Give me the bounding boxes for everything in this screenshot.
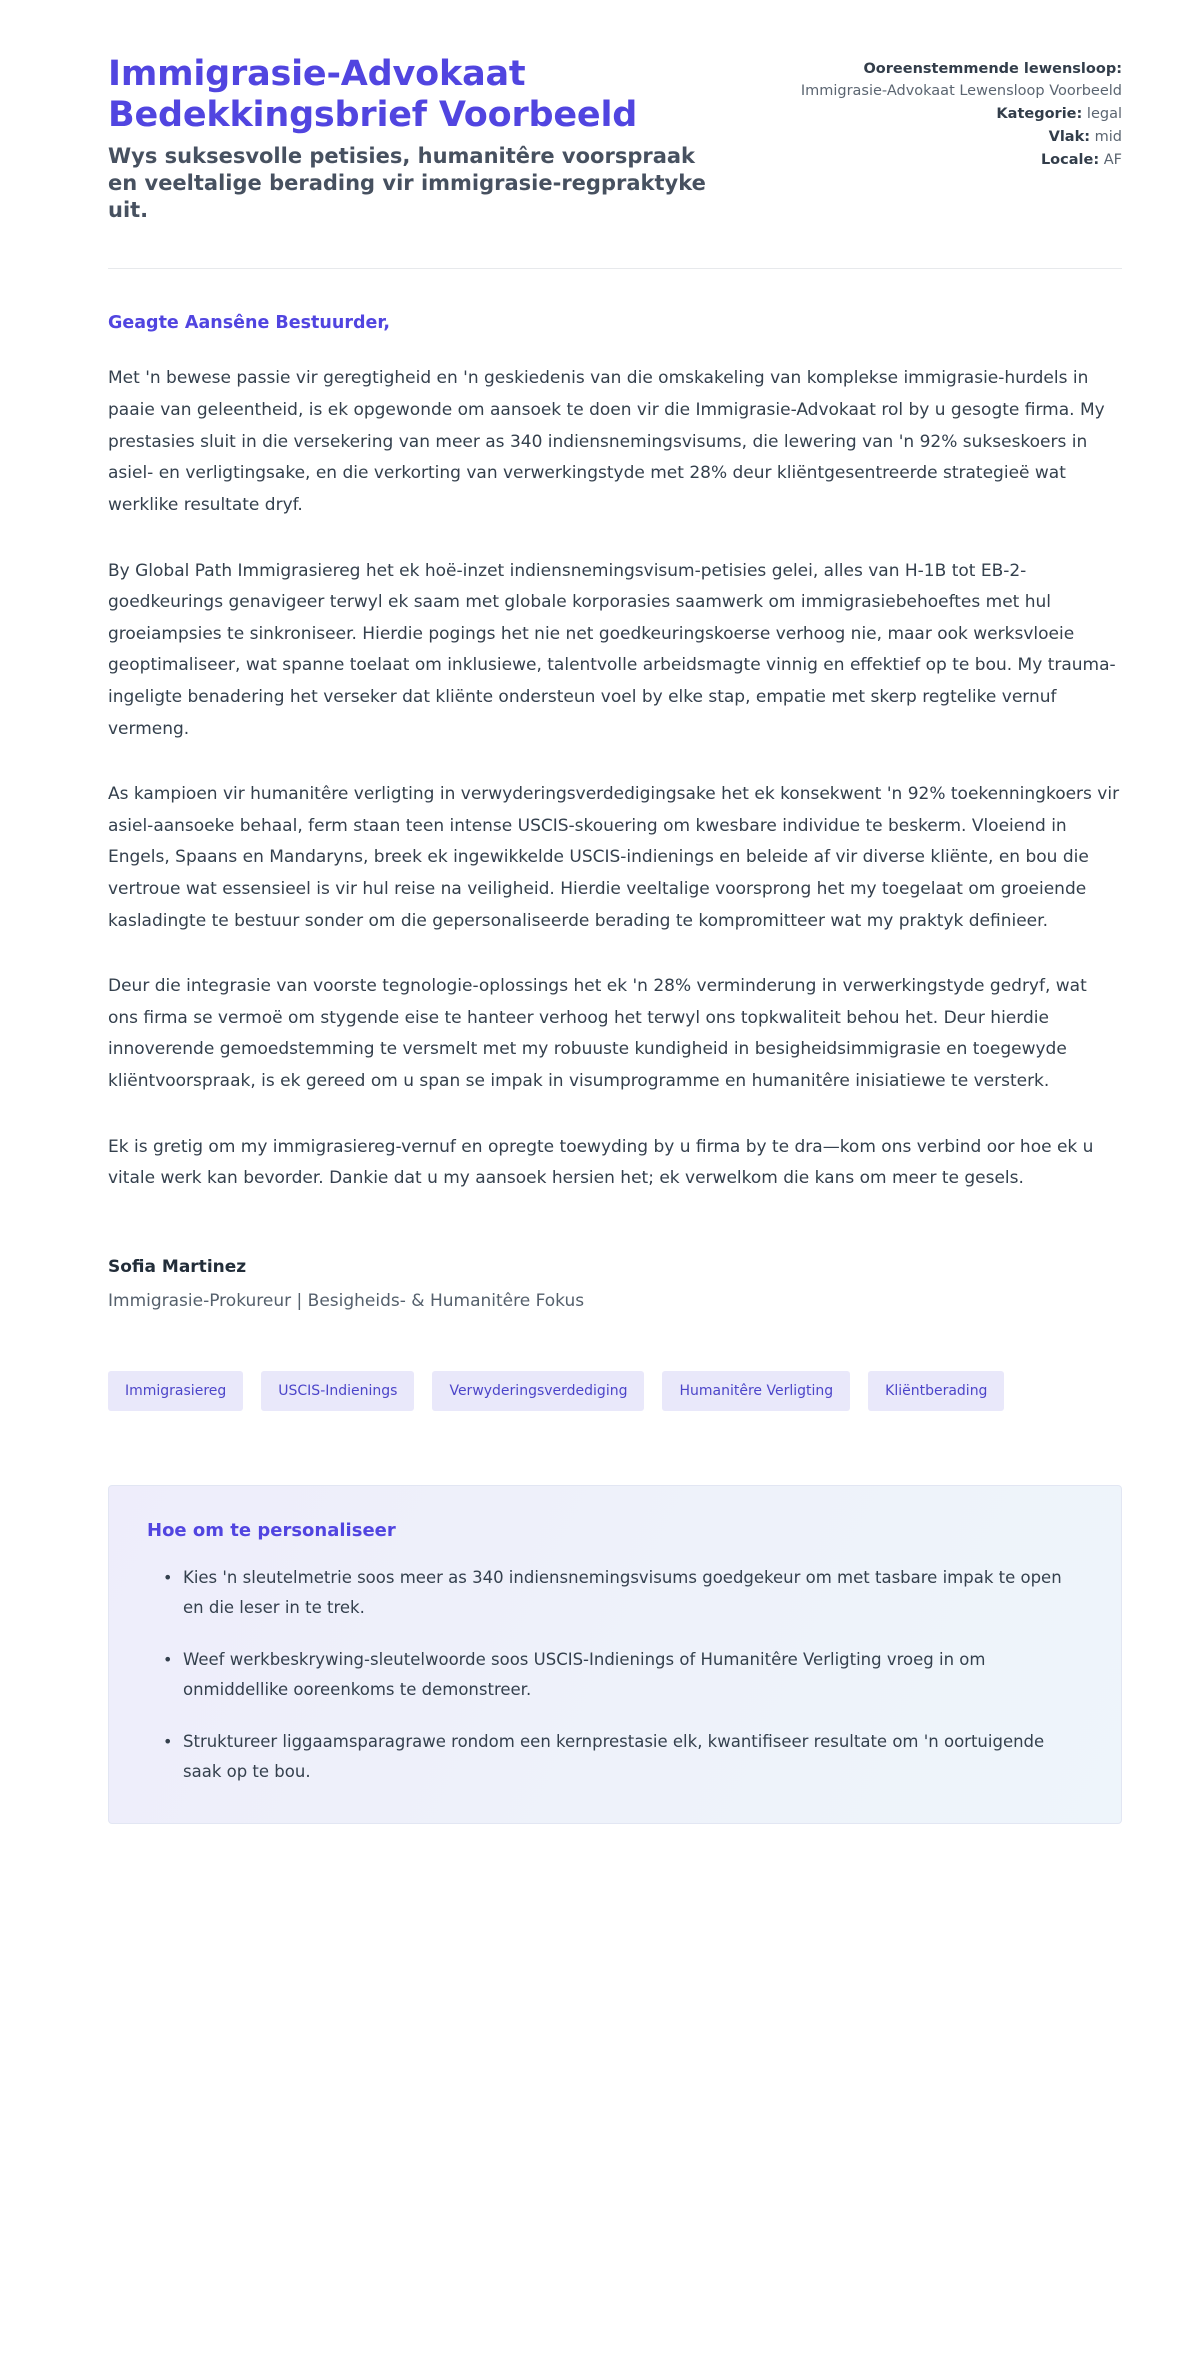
meta-label-locale: Locale: [1040, 152, 1100, 169]
meta-label-matching-resume: Ooreenstemmende lewensloop: [863, 61, 1122, 77]
header-title-block [108, 54, 748, 224]
tag-chip[interactable]: Humanitêre Verligting [662, 1371, 850, 1411]
letter-body [108, 269, 1122, 1194]
meta-label-level: Vlak: [1048, 129, 1091, 146]
tag-chip[interactable]: Verwyderingsverdediging [432, 1371, 644, 1411]
meta-row-matching-resume [792, 58, 1122, 102]
callout-title: Hoe om te personaliseer [147, 1519, 396, 1541]
meta-value-category: legal [1086, 106, 1122, 123]
meta-row-category [792, 103, 1122, 125]
meta-value-locale: AF [1103, 152, 1122, 169]
meta-value-matching-resume: Immigrasie-Advokaat Lewensloop Voorbeeld [800, 83, 1122, 100]
meta-value-level: mid [1094, 129, 1122, 146]
letter-paragraph: Met 'n bewese passie vir geregtigheid en 'n geskiedenis van die omskakeling van komplekse immigrasie-hurdels in paaie van geleentheid, is ek opgewonde om aansoek te doen vir die Immigrasie-Advokaat rol by u gesogte firma. My prestasies sluit in die versekering van meer as 340 indiensnemingsvisums, die lewering van 'n 92% sukseskoers in asiel- en verligtingsake, en die verkorting van verwerkingstyde met 28% deur kliëntgesentreerde strategieë wat werklike resultate dryf. [108, 368, 1105, 515]
document-metadata [792, 54, 1122, 172]
callout-list-item: • Weef werkbeskrywing-sleutelwoorde soos USCIS-Indienings of Humanitêre Verligting vroeg in om onmiddellike ooreenkoms te demonstreer. [169, 1645, 1083, 1705]
callout-list-item: • Struktureer liggaamsparagrawe rondom een kernprestasie elk, kwantifiseer resultate om 'n oortuigende saak op te bou. [169, 1727, 1083, 1787]
signature-role: Immigrasie-Prokureur | Besigheids- & Humanitêre Fokus [108, 1290, 585, 1311]
letter-paragraph: As kampioen vir humanitêre verligting in verwyderingsverdedigingsake het ek konsekwent 'n 92% toekenningkoers vir asiel-aansoeke behaal, ferm staan teen intense USCIS-skouering om kwesbare individue te beskerm. Vloeiend in Engels, Spaans en Mandaryns, breek ek ingewikkelde USCIS-indienings en beleide af vir diverse kliënte, en bou die vertroue wat essensieel is vir hul reise na veiligheid. Hierdie veeltalige voorsprong het my toegelaat om groeiende kasladingte te bestuur sonder om die gepersonaliseerde berading te kompromitteer wat my praktyk definieer. [108, 784, 1120, 931]
signature-block [108, 1257, 1122, 1311]
page-title: Immigrasie-Advokaat Bedekkingsbrief Voorbeeld [108, 54, 638, 136]
page-subtitle: Wys suksesvolle petisies, humanitêre voorspraak en veeltalige berading vir immigrasie-regpraktyke uit. [108, 143, 706, 223]
tag-chip[interactable]: USCIS-Indienings [261, 1371, 414, 1411]
tag-chip[interactable]: Immigrasiereg [108, 1371, 243, 1411]
meta-label-category: Kategorie: [996, 106, 1083, 123]
letter-paragraph: Deur die integrasie van voorste tegnologie-oplossings het ek 'n 28% verminderung in verwerkingstyde gedryf, wat ons firma se vermoë om stygende eise te hanteer verhoog het terwyl ons topkwaliteit behou het. Deur hierdie innoverende gemoedstemming te versmelt met my robuuste kundigheid in besigheidsimmigrasie en toegewyde kliëntvoorspraak, is ek gereed om u span se impak in visumprogramme en humanitêre inisiatiewe te versterk. [108, 976, 1087, 1092]
personalization-callout [108, 1485, 1122, 1824]
callout-list-item: • Kies 'n sleutelmetrie soos meer as 340 indiensnemingsvisums goedgekeur om met tasbare impak te open en die leser in te trek. [169, 1563, 1083, 1623]
signature-name: Sofia Martinez [108, 1256, 247, 1277]
tag-chip[interactable]: Kliëntberading [868, 1371, 1004, 1411]
letter-paragraph: Ek is gretig om my immigrasiereg-vernuf en opregte toewyding by u firma by te dra—kom ons verbind oor hoe ek u vitale werk kan bevorder. Dankie dat u my aansoek hersien het; ek verwelkom die kans om meer te gesels. [108, 1136, 1094, 1189]
meta-row-locale [792, 149, 1122, 171]
meta-row-level [792, 126, 1122, 148]
callout-list [147, 1563, 1083, 1787]
document-header [108, 54, 1122, 224]
letter-salutation: Geagte Aansêne Bestuurder, [108, 313, 391, 334]
tag-list [108, 1371, 1068, 1411]
letter-paragraph: By Global Path Immigrasiereg het ek hoë-inzet indiensnemingsvisum-petisies gelei, alles van H-1B tot EB-2-goedkeurings genavigeer terwyl ek saam met globale korporasies saamwerk om immigrasiebehoeftes met hul groeiampsies te sinkroniseer. Hierdie pogings het nie net goedkeuringskoerse verhoog nie, maar ook werksvloeie geoptimaliseer, wat spanne toelaat om inklusiewe, talentvolle arbeidsmagte vinnig en effektief op te bou. My trauma-ingeligte benadering het verseker dat kliënte ondersteun voel by elke stap, empatie met skerp regtelike vernuf vermeng. [108, 560, 1116, 739]
